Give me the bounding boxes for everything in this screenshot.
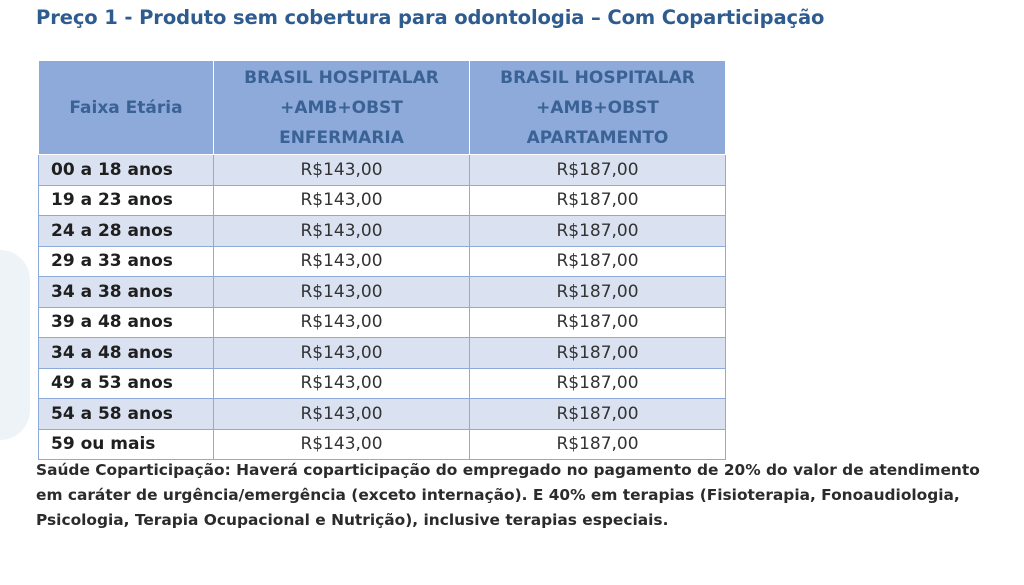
price-enfermaria-cell: R$143,00 [214,399,470,430]
header-line: +AMB+OBST [536,97,659,118]
table-row [39,246,726,277]
header-plan-enfermaria [214,61,470,155]
header-line: APARTAMENTO [526,127,669,148]
age-range-cell: 54 a 58 anos [39,399,214,430]
header-plan-apartamento [470,61,726,155]
table-row [39,185,726,216]
price-apartamento-cell: R$187,00 [470,185,726,216]
age-range-cell: 34 a 38 anos [39,277,214,308]
price-enfermaria-cell: R$143,00 [214,368,470,399]
coparticipation-note: Saúde Coparticipação: Haverá coparticipação do empregado no pagamento de 20% do valor de atendimento em caráter de urgência/emergência (exceto internação). E 40% em terapias (Fisioterapia, Fonoaudiologia, Psicologia, Terapia Ocupacional e Nutrição), inclusive terapias especiais. [36,461,980,529]
price-apartamento-cell: R$187,00 [470,246,726,277]
header-line: ENFERMARIA [279,127,404,148]
table-row [39,155,726,186]
price-apartamento-cell: R$187,00 [470,399,726,430]
age-range-cell: 24 a 28 anos [39,216,214,247]
table-header-row [39,61,726,155]
price-apartamento-cell: R$187,00 [470,368,726,399]
price-apartamento-cell: R$187,00 [470,307,726,338]
price-apartamento-cell: R$187,00 [470,429,726,460]
table-row [39,216,726,247]
header-line: +AMB+OBST [280,97,403,118]
header-line: BRASIL HOSPITALAR [244,67,439,88]
background-decoration [0,250,30,440]
table-row [39,429,726,460]
price-enfermaria-cell: R$143,00 [214,246,470,277]
table-row [39,307,726,338]
price-enfermaria-cell: R$143,00 [214,307,470,338]
price-enfermaria-cell: R$143,00 [214,338,470,369]
header-age-range: Faixa Etária [39,61,214,155]
page-title: Preço 1 - Produto sem cobertura para odontologia – Com Coparticipação [36,6,825,29]
age-range-cell: 59 ou mais [39,429,214,460]
price-apartamento-cell: R$187,00 [470,277,726,308]
age-range-cell: 34 a 48 anos [39,338,214,369]
header-line: BRASIL HOSPITALAR [500,67,695,88]
table-row [39,368,726,399]
age-range-cell: 39 a 48 anos [39,307,214,338]
age-range-cell: 19 a 23 anos [39,185,214,216]
table-row [39,277,726,308]
price-apartamento-cell: R$187,00 [470,338,726,369]
price-apartamento-cell: R$187,00 [470,155,726,186]
age-range-cell: 00 a 18 anos [39,155,214,186]
price-enfermaria-cell: R$143,00 [214,277,470,308]
price-enfermaria-cell: R$143,00 [214,185,470,216]
price-enfermaria-cell: R$143,00 [214,155,470,186]
table-row [39,399,726,430]
price-table [38,60,726,460]
table-row [39,338,726,369]
price-apartamento-cell: R$187,00 [470,216,726,247]
age-range-cell: 29 a 33 anos [39,246,214,277]
price-enfermaria-cell: R$143,00 [214,429,470,460]
price-enfermaria-cell: R$143,00 [214,216,470,247]
age-range-cell: 49 a 53 anos [39,368,214,399]
